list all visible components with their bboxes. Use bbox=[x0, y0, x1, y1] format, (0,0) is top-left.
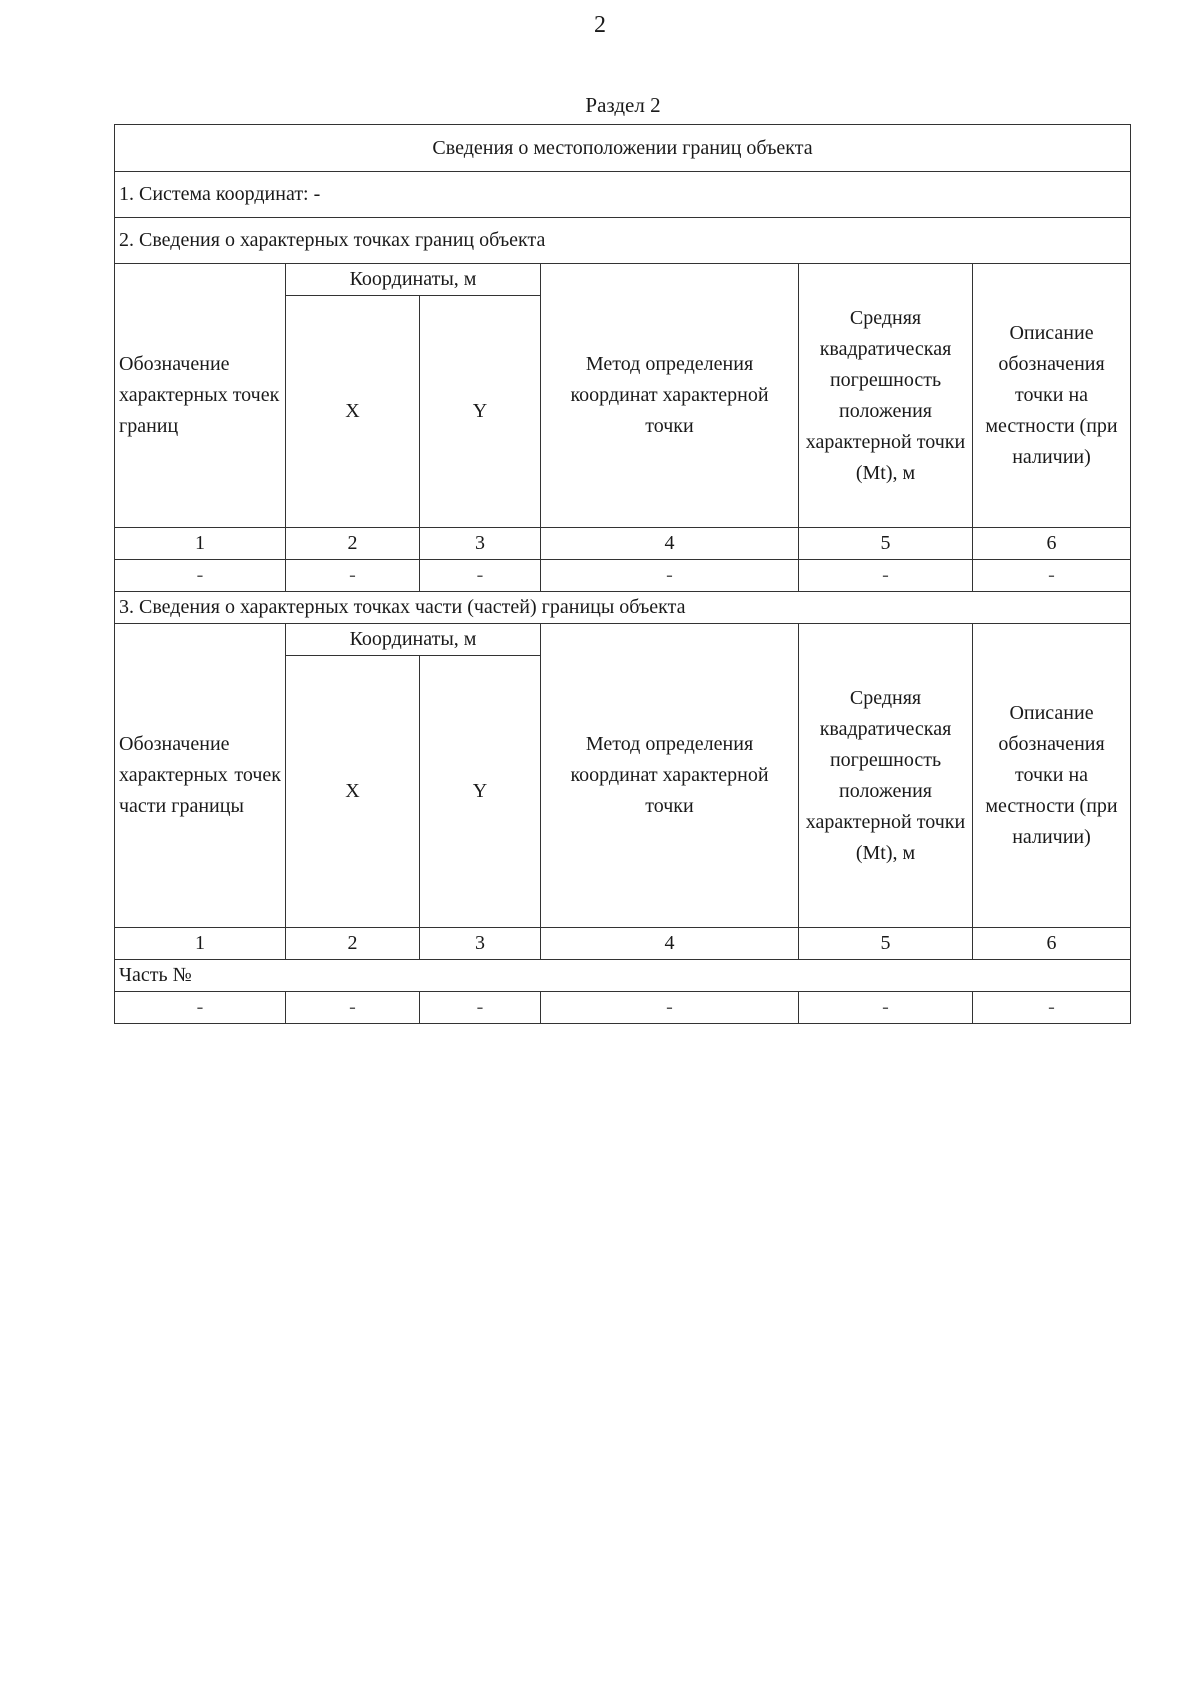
block2-cell: - bbox=[541, 560, 799, 592]
coordinate-system-row: 1. Система координат: - bbox=[115, 172, 1131, 218]
block2-heading: 2. Сведения о характерных точках границ объекта bbox=[115, 218, 1131, 264]
block2-method-header: Метод определения координат характерной точки bbox=[541, 264, 799, 528]
block3-description-header: Описание обозначения точки на местности (при наличии) bbox=[973, 624, 1131, 928]
block3-x-header: X bbox=[286, 656, 420, 928]
block3-colnum: 4 bbox=[541, 928, 799, 960]
block3-coords-header: Координаты, м bbox=[286, 624, 541, 656]
block2-cell: - bbox=[973, 560, 1131, 592]
block2-coords-header: Координаты, м bbox=[286, 264, 541, 296]
block3-cell: - bbox=[799, 992, 973, 1024]
block2-x-header: X bbox=[286, 296, 420, 528]
block2-cell: - bbox=[286, 560, 420, 592]
block3-cell: - bbox=[541, 992, 799, 1024]
page-number: 2 bbox=[594, 12, 606, 38]
block2-description-header: Описание обозначения точки на местности (при наличии) bbox=[973, 264, 1131, 528]
section-title: Раздел 2 bbox=[585, 93, 661, 117]
block3-cell: - bbox=[115, 992, 286, 1024]
block2-col1-header: Обозначение характерных точек границ bbox=[115, 264, 286, 528]
block3-col1-header: Обозначение характерных точек части границы bbox=[115, 624, 286, 928]
block3-colnum: 3 bbox=[420, 928, 541, 960]
block3-cell: - bbox=[420, 992, 541, 1024]
block2-cell: - bbox=[799, 560, 973, 592]
block3-y-header: Y bbox=[420, 656, 541, 928]
block3-heading: 3. Сведения о характерных точках части (частей) границы объекта bbox=[115, 592, 1131, 624]
block3-method-header: Метод определения координат характерной точки bbox=[541, 624, 799, 928]
block3-colnum: 6 bbox=[973, 928, 1131, 960]
block2-y-header: Y bbox=[420, 296, 541, 528]
block3-part-label: Часть № bbox=[115, 960, 1131, 992]
block2-colnum: 6 bbox=[973, 528, 1131, 560]
block3-colnum: 2 bbox=[286, 928, 420, 960]
boundary-info-table bbox=[114, 124, 1131, 1024]
block3-error-header: Средняя квадратическая погрешность положения характерной точки (Mt), м bbox=[799, 624, 973, 928]
block3-colnum: 5 bbox=[799, 928, 973, 960]
block2-cell: - bbox=[420, 560, 541, 592]
block2-colnum: 3 bbox=[420, 528, 541, 560]
block2-cell: - bbox=[115, 560, 286, 592]
block2-colnum: 2 bbox=[286, 528, 420, 560]
block3-colnum: 1 bbox=[115, 928, 286, 960]
block2-colnum: 1 bbox=[115, 528, 286, 560]
block2-colnum: 5 bbox=[799, 528, 973, 560]
block3-cell: - bbox=[286, 992, 420, 1024]
block2-colnum: 4 bbox=[541, 528, 799, 560]
table-title: Сведения о местоположении границ объекта bbox=[115, 125, 1131, 172]
block3-cell: - bbox=[973, 992, 1131, 1024]
block2-error-header: Средняя квадратическая погрешность положения характерной точки (Mt), м bbox=[799, 264, 973, 528]
